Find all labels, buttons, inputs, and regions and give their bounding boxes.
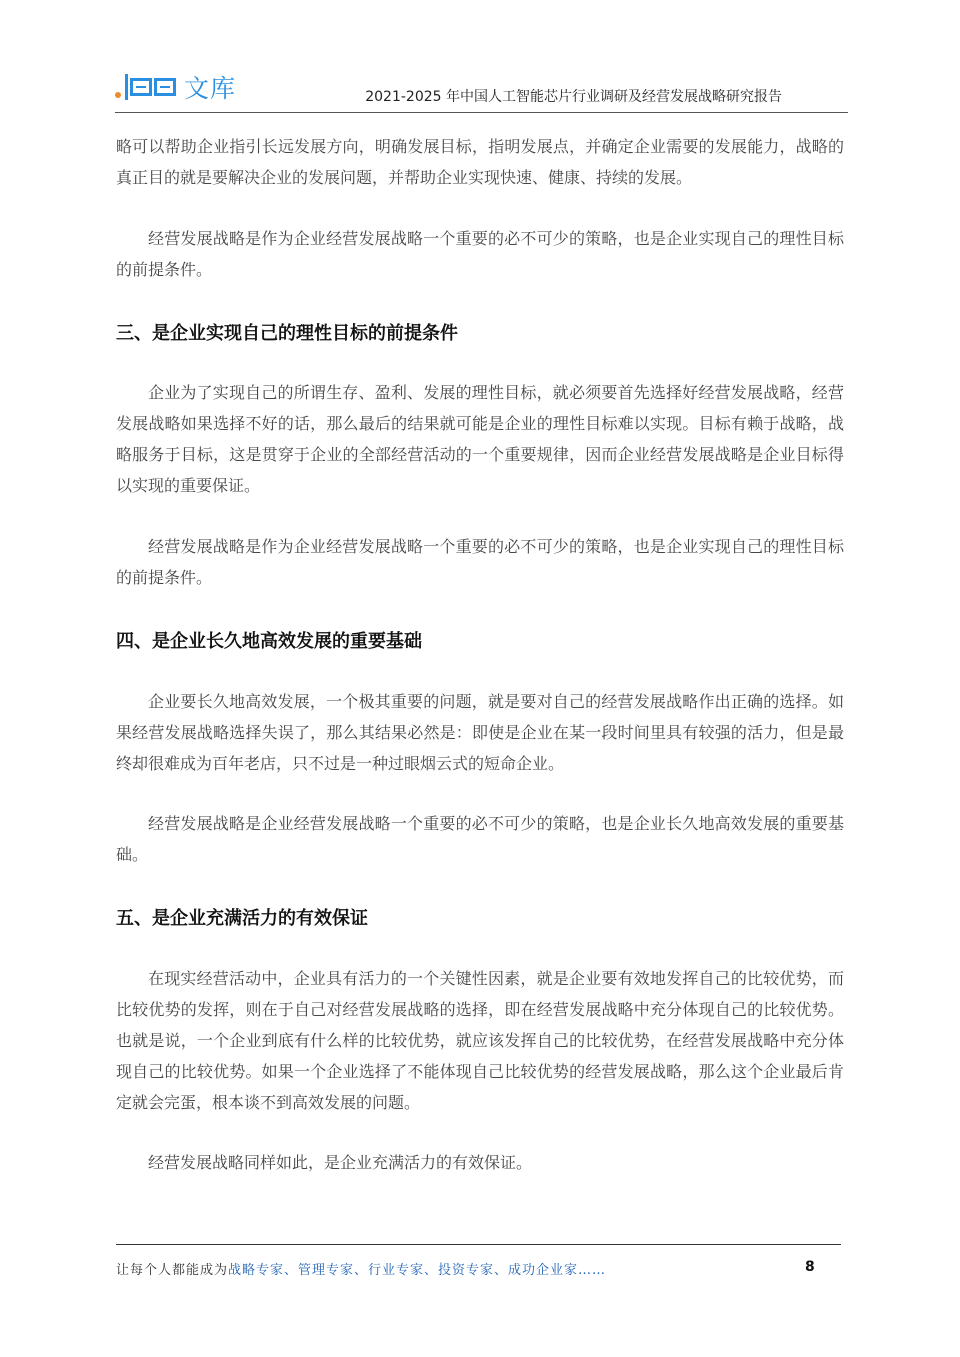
paragraph: 在现实经营活动中，企业具有活力的一个关键性因素，就是企业要有效地发挥自己的比较优势，而比较优势的发挥，则在于自己对经营发展战略的选择，即在经营发展战略中充分体现自己的比较优势。也就是说，一个企业到底有什么样的比较优势，就应该发挥自己的比较优势，在经营发展战略中充分体现自己的比较优势。如果一个企业选择了不能体现自己比较优势的经营发展战略，那么这个企业最后肯定就会完蛋，根本谈不到高效发展的问题。 [116, 969, 844, 1112]
paragraph: 企业要长久地高效发展，一个极其重要的问题，就是要对自己的经营发展战略作出正确的选择。如果经营发展战略选择失误了，那么其结果必然是：即使是企业在某一段时间里具有较强的活力，但是最终却很难成为百年老店，只不过是一种过眼烟云式的短命企业。 [116, 692, 844, 773]
paragraph: 企业为了实现自己的所谓生存、盈利、发展的理性目标，就必须要首先选择好经营发展战略，经营发展战略如果选择不好的话，那么最后的结果就可能是企业的理性目标难以实现。目标有赖于战略，战略服务于目标，这是贯穿于企业的全部经营活动的一个重要规律，因而企业经营发展战略是企业目标得以实现的重要保证。 [116, 383, 844, 495]
paragraph-block [116, 963, 844, 1118]
paragraph: 略可以帮助企业指引长远发展方向，明确发展目标，指明发展点，并确定企业需要的发展能力，战略的真正目的就是要解决企业的发展问题，并帮助企业实现快速、健康、持续的发展。 [116, 137, 844, 187]
logo [115, 70, 236, 104]
paragraph-block [116, 223, 844, 285]
paragraph-block [116, 1147, 844, 1178]
paragraph-intro [116, 131, 844, 193]
slogan-highlight: 战略专家、管理专家、行业专家、投资专家、成功企业家…… [228, 1263, 607, 1278]
footer-divider [116, 1244, 841, 1245]
logo-text: 文库 [184, 74, 237, 103]
paragraph: 经营发展战略是作为企业经营发展战略一个重要的必不可少的策略，也是企业实现自己的理性目标的前提条件。 [116, 229, 844, 279]
logo-mark-icon [125, 74, 178, 100]
section-heading-3: 三、是企业实现自己的理性目标的前提条件 [116, 323, 458, 344]
section-heading-5: 五、是企业充满活力的有效保证 [116, 908, 368, 929]
paragraph: 经营发展战略同样如此，是企业充满活力的有效保证。 [148, 1153, 533, 1172]
slogan-prefix: 让每个人都能成为 [116, 1263, 229, 1278]
footer-slogan [116, 1259, 606, 1278]
logo-dot-icon [115, 92, 121, 98]
report-title: 2021-2025 年中国人工智能芯片行业调研及经营发展战略研究报告 [365, 89, 782, 105]
paragraph-block [116, 377, 844, 501]
paragraph: 经营发展战略是企业经营发展战略一个重要的必不可少的策略，也是企业长久地高效发展的重要基础。 [116, 814, 844, 864]
paragraph-block [116, 808, 844, 870]
page-number: 8 [805, 1259, 815, 1275]
paragraph-block [116, 531, 844, 593]
page-header [115, 64, 848, 113]
paragraph: 经营发展战略是作为企业经营发展战略一个重要的必不可少的策略，也是企业实现自己的理性目标的前提条件。 [116, 537, 844, 587]
section-heading-4: 四、是企业长久地高效发展的重要基础 [116, 631, 422, 652]
paragraph-block [116, 686, 844, 779]
